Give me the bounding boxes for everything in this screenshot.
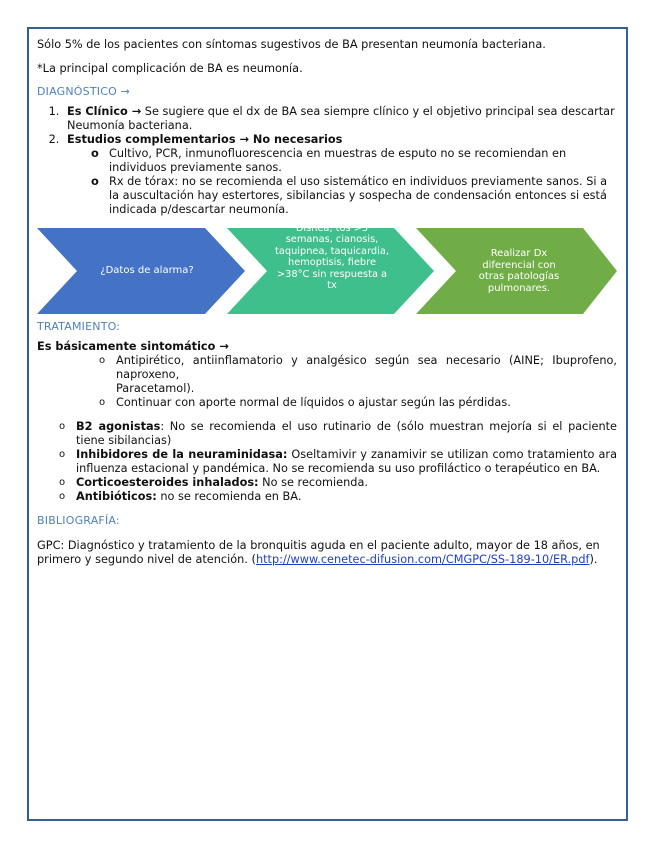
diagnostico-item-1 bbox=[63, 105, 617, 133]
bibliografia-paren-close: ). bbox=[589, 553, 598, 566]
med-item-b2 bbox=[59, 420, 617, 448]
med-item-neuraminidasa bbox=[59, 448, 617, 476]
bibliografia-paren-open: ( bbox=[251, 553, 256, 566]
diagnostico-item-1-bold: Es Clínico → bbox=[67, 105, 142, 118]
flow-step-2-text: Disnea, tos >3 semanas, cianosis, taquipnea, taquicardia, hemoptisis, fiebre >38°C sin respuesta a tx bbox=[275, 223, 389, 292]
flow-step-3-text: Realizar Dx diferencial con otras patologías pulmonares. bbox=[478, 248, 560, 294]
estudios-item-1: o Cultivo, PCR, inmunofluorescencia en muestras de esputo no se recomiendan en individuos previamente sanos. bbox=[91, 147, 617, 175]
intro-paragraph-2: *La principal complicación de BA es neumonía. bbox=[37, 62, 303, 75]
bibliografia-heading: BIBLIOGRAFÍA: bbox=[37, 514, 120, 527]
document-body bbox=[37, 38, 617, 567]
med-item-antibioticos-bold: Antibióticos: bbox=[76, 490, 157, 503]
flow-diagram bbox=[37, 223, 617, 314]
sintomatico-item-1-cont: Paracetamol). bbox=[116, 382, 195, 395]
med-item-neuraminidasa-text: Oseltamivir y zanamivir se utilizan como tratamiento ara influenza estacional y pandémica. No se recomienda su uso profiláctico o terapéutico en BA. bbox=[76, 448, 617, 475]
diagnostico-item-2-bold: Estudios complementarios → No necesarios bbox=[67, 133, 343, 146]
bibliografia-link[interactable]: http://www.cenetec-difusion.com/CMGPC/SS-189-10/ER.pdf bbox=[255, 553, 590, 566]
tratamiento-lead: Es básicamente sintomático → bbox=[37, 340, 229, 353]
med-item-corticoides bbox=[59, 476, 617, 490]
med-item-corticoides-text: No se recomienda. bbox=[258, 476, 368, 489]
sintomatico-item-1-text: o Antipirético, antiinflamatorio y analgésico según sea necesario (AINE; Ibuprofeno, naproxeno, bbox=[116, 354, 617, 381]
sintomatico-item-2: o Continuar con aporte normal de líquidos o ajustar según las pérdidas. bbox=[99, 396, 617, 410]
estudios-list bbox=[37, 147, 617, 217]
medicamentos-list bbox=[37, 420, 617, 504]
tratamiento-heading: TRATAMIENTO: bbox=[37, 320, 121, 333]
med-item-b2-text: : No se recomienda el uso rutinario de (sólo muestran mejoría si el paciente tiene sibilancias) bbox=[76, 420, 617, 447]
sintomatico-item-1 bbox=[99, 354, 617, 396]
diagnostico-item-1-text: Se sugiere que el dx de BA sea siempre clínico y el objetivo principal sea descartar Neumonía bacteriana. bbox=[67, 105, 615, 132]
med-item-antibioticos bbox=[59, 490, 617, 504]
diagnostico-heading: DIAGNÓSTICO → bbox=[37, 85, 131, 98]
flow-step-1-text: ¿Datos de alarma? bbox=[100, 265, 194, 276]
sintomatico-list bbox=[37, 354, 617, 410]
bibliografia-text: GPC: Diagnóstico y tratamiento de la bronquitis aguda en el paciente adulto, mayor de 18 años, en primero y segundo nivel de atención. bbox=[37, 539, 600, 566]
med-item-antibioticos-text: no se recomienda en BA. bbox=[156, 490, 302, 503]
med-item-b2-bold: B2 agonistas bbox=[76, 420, 161, 433]
diagnostico-list bbox=[37, 105, 617, 147]
diagnostico-item-2 bbox=[63, 133, 617, 147]
estudios-item-2: o Rx de tórax: no se recomienda el uso sistemático en individuos previamente sanos. Si a la auscultación hay estertores, sibilancias y sospecha de condensación entonces si está indicada p/descartar neumonía. bbox=[91, 175, 617, 217]
med-item-neuraminidasa-bold: Inhibidores de la neuraminidasa: bbox=[76, 448, 288, 461]
med-item-corticoides-bold: Corticoesteroides inhalados: bbox=[76, 476, 259, 489]
bibliografia-reference bbox=[37, 539, 617, 567]
intro-paragraph-1: Sólo 5% de los pacientes con síntomas sugestivos de BA presentan neumonía bacteriana. bbox=[37, 38, 546, 51]
